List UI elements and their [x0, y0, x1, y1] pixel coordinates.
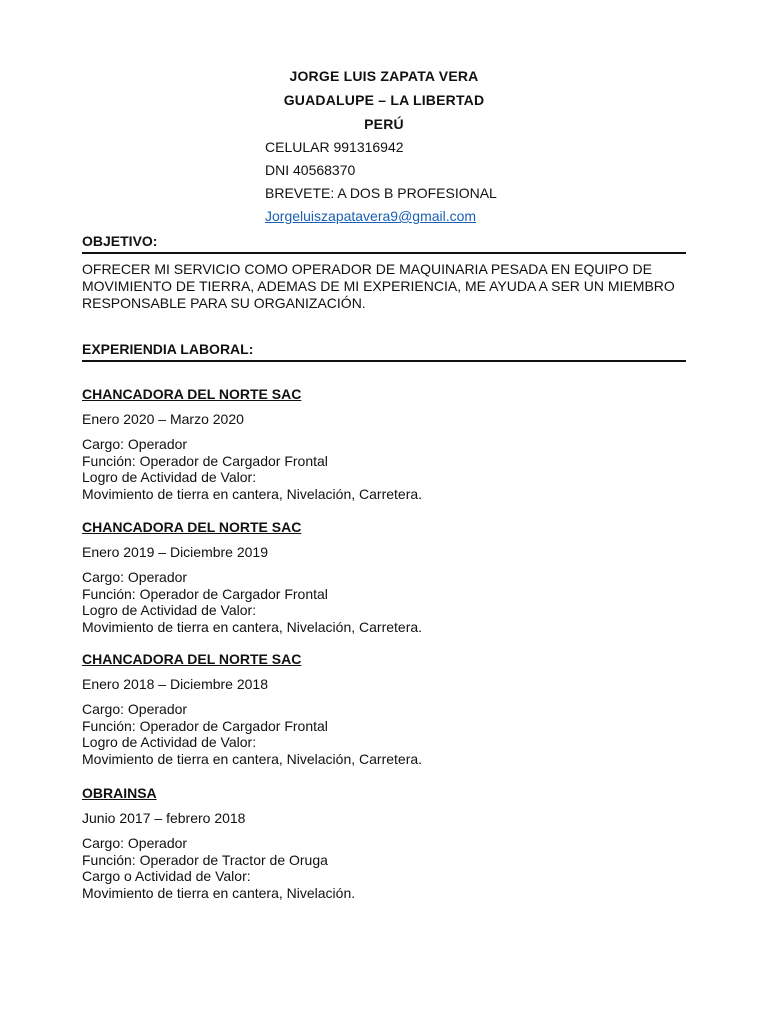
job-company: OBRAINSA [82, 785, 157, 801]
job-role: Cargo: Operador [82, 835, 188, 851]
job-achievement: Movimiento de tierra en cantera, Nivelación, Carretera. [82, 485, 423, 502]
driver-license: BREVETE: A DOS B PROFESIONAL [265, 185, 497, 201]
job-achievement: Movimiento de tierra en cantera, Nivelación, Carretera. [82, 618, 423, 635]
job-achievement: Movimiento de tierra en cantera, Nivelación, Carretera. [82, 750, 423, 767]
job-dates: Junio 2017 – febrero 2018 [82, 810, 246, 826]
job-company: CHANCADORA DEL NORTE SAC [82, 386, 302, 402]
job-function: Función: Operador de Cargador Frontal [82, 585, 328, 602]
job-achievement-label: Logro de Actividad de Valor: [82, 469, 257, 485]
job-dates: Enero 2019 – Diciembre 2019 [82, 544, 269, 560]
job-achievement-label: Logro de Actividad de Valor: [82, 602, 257, 618]
applicant-country: PERÚ [364, 116, 404, 132]
dni-number: DNI 40568370 [265, 162, 356, 178]
job-dates: Enero 2020 – Marzo 2020 [82, 411, 244, 427]
objective-heading: OBJETIVO: [82, 233, 686, 254]
applicant-location: GUADALUPE – LA LIBERTAD [283, 92, 485, 108]
email-link[interactable]: Jorgeluiszapatavera9@gmail.com [265, 208, 477, 224]
job-role: Cargo: Operador [82, 701, 188, 717]
job-achievement-label: Logro de Actividad de Valor: [82, 734, 257, 750]
resume-header [0, 68, 768, 140]
objective-text: OFRECER MI SERVICIO COMO OPERADOR DE MAQUINARIA PESADA EN EQUIPO DE MOVIMIENTO DE TIERRA, ADEMAS DE MI EXPERIENCIA, ME AYUDA A SER UN MIEMBRO RESPONSABLE PARA SU ORGANIZACIÓN. [82, 261, 675, 311]
job-entry [82, 651, 686, 767]
job-company: CHANCADORA DEL NORTE SAC [82, 651, 302, 667]
job-dates: Enero 2018 – Diciembre 2018 [82, 676, 269, 692]
job-function: Función: Operador de Tractor de Oruga [82, 851, 328, 868]
contact-info [265, 139, 497, 231]
experience-heading: EXPERIENDIA LABORAL: [82, 341, 686, 362]
job-function: Función: Operador de Cargador Frontal [82, 452, 328, 469]
job-details [82, 436, 686, 502]
job-entry [82, 519, 686, 635]
phone-number: CELULAR 991316942 [265, 139, 404, 155]
job-achievement: Movimiento de tierra en cantera, Nivelación. [82, 884, 356, 901]
job-role: Cargo: Operador [82, 569, 188, 585]
job-details [82, 569, 686, 635]
job-details [82, 701, 686, 767]
job-company: CHANCADORA DEL NORTE SAC [82, 519, 302, 535]
job-role: Cargo: Operador [82, 436, 188, 452]
job-entry [82, 785, 686, 901]
job-details [82, 835, 686, 901]
job-function: Función: Operador de Cargador Frontal [82, 717, 328, 734]
job-achievement-label: Cargo o Actividad de Valor: [82, 868, 251, 884]
job-entry [82, 386, 686, 502]
applicant-name: JORGE LUIS ZAPATA VERA [289, 68, 479, 84]
